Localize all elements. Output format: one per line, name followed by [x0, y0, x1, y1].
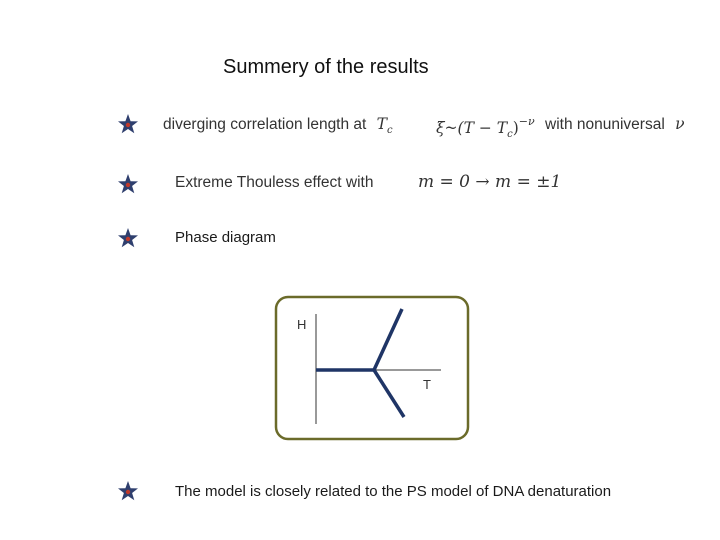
bullet-star-icon [117, 173, 139, 195]
x-axis-label: T [423, 377, 431, 392]
bullet-star-icon [117, 227, 139, 249]
transition-line-upper [374, 309, 402, 370]
bullet-1-tc: $T_c$ [376, 115, 393, 136]
bullet-1-formula: ξ~(T − $T_c)^{-\nu}$ [436, 115, 535, 140]
bullet-star-icon [117, 113, 139, 135]
y-axis-label: H [297, 317, 307, 332]
bullet-3-text: Phase diagram [175, 229, 276, 246]
phase-diagram [273, 294, 471, 442]
bullet-2-formula: m = 0 → m = ±1 [418, 172, 562, 192]
transition-line-lower [374, 370, 404, 417]
bullet-1 [163, 115, 393, 136]
bullet-4-text: The model is closely related to the PS model of DNA denaturation [175, 483, 612, 500]
bullet-1-text: diverging correlation length at [163, 116, 367, 133]
slide-title: Summery of the results [223, 56, 429, 78]
bullet-star-icon [117, 480, 139, 502]
bullet-1-suffix: with nonuniversal ν [545, 115, 685, 133]
bullet-2-text: Extreme Thouless effect with [175, 174, 374, 191]
